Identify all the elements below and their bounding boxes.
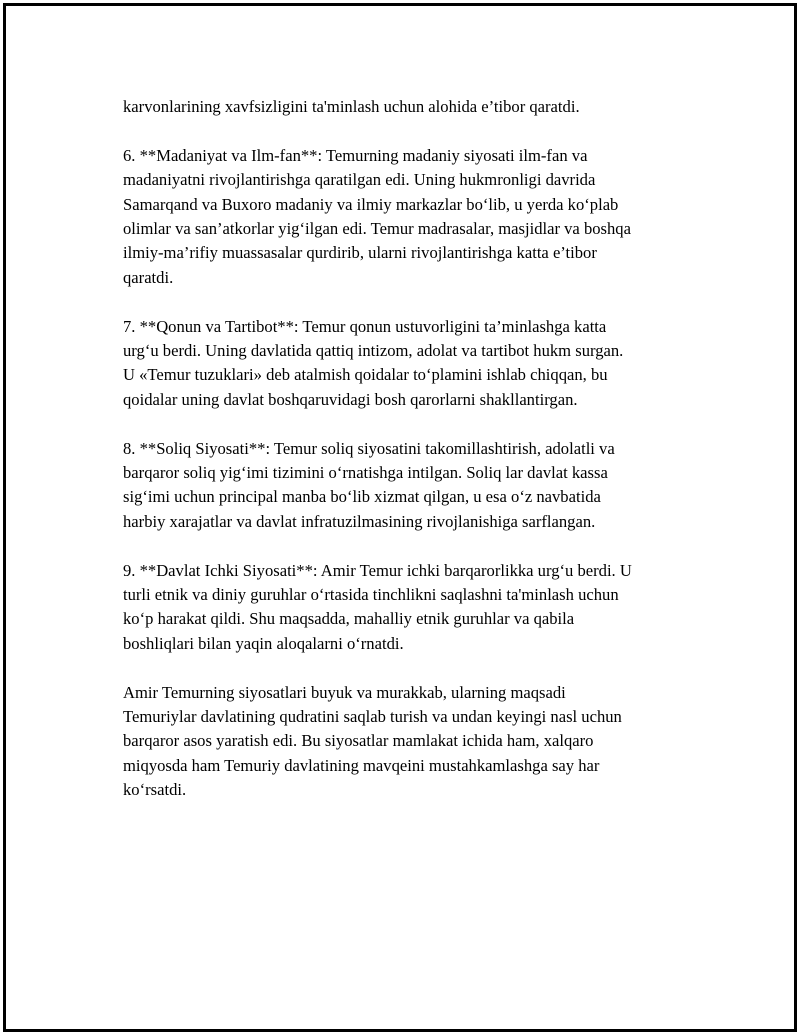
text-line: Temuriylar davlatining qudratini saqlab turish va undan keyingi nasl uchun xyxy=(123,707,622,727)
paragraph-intro-continuation xyxy=(123,95,693,119)
text-line: barqaror soliq yig‘imi tizimini o‘rnatishga intilgan. Soliq lar davlat kassa xyxy=(123,463,608,483)
text-line: karvonlarining xavfsizligini ta'minlash uchun alohida e’tibor qaratdi. xyxy=(123,97,580,116)
text-line: 7. **Qonun va Tartibot**: Temur qonun ustuvorligini ta’minlashga katta xyxy=(123,316,607,336)
text-line: urg‘u berdi. Uning davlatida qattiq intizom, adolat va tartibot hukm surgan. xyxy=(123,341,624,361)
paragraph-madaniyat xyxy=(123,144,693,290)
text-line: ilmiy-ma’rifiy muassasalar qurdirib, ularni rivojlantirishga katta e’tibor xyxy=(123,243,597,263)
paragraph-soliq xyxy=(123,437,693,535)
text-line: sig‘imi uchun principal manba bo‘lib xizmat qilgan, u esa o‘z navbatida xyxy=(123,487,601,507)
text-line: ko‘rsatdi. xyxy=(123,780,187,800)
text-line: olimlar va san’atkorlar yig‘ilgan edi. Temur madrasalar, masjidlar va boshqa xyxy=(123,219,631,239)
text-line: 8. **Soliq Siyosati**: Temur soliq siyosatini takomillashtirish, adolatli va xyxy=(123,438,615,458)
paragraph-ichki-siyosat xyxy=(123,559,693,657)
text-line: qaratdi. xyxy=(123,267,174,287)
text-line: qoidalar uning davlat boshqaruvidagi bosh qarorlarni shakllantirgan. xyxy=(123,389,578,409)
text-line: miqyosda ham Temuriy davlatining mavqeini mustahkamlashga say har xyxy=(123,755,600,775)
text-line: Samarqand va Buxoro madaniy va ilmiy markazlar bo‘lib, u yerda ko‘plab xyxy=(123,194,619,214)
document-body xyxy=(123,95,693,827)
page-frame xyxy=(3,3,797,1032)
paragraph-conclusion xyxy=(123,681,693,803)
text-line: barqaror asos yaratish edi. Bu siyosatlar mamlakat ichida ham, xalqaro xyxy=(123,731,594,751)
text-line: 9. **Davlat Ichki Siyosati**: Amir Temur ichki barqarorlikka urg‘u berdi. U xyxy=(123,560,632,580)
text-line: ko‘p harakat qildi. Shu maqsadda, mahalliy etnik guruhlar va qabila xyxy=(123,609,575,629)
text-line: U «Temur tuzuklari» deb atalmish qoidalar to‘plamini ishlab chiqqan, bu xyxy=(123,365,608,385)
paragraph-qonun xyxy=(123,315,693,413)
text-line: Amir Temurning siyosatlari buyuk va murakkab, ularning maqsadi xyxy=(123,682,566,702)
text-line: harbiy xarajatlar va davlat infratuzilmasining rivojlanishiga sarflangan. xyxy=(123,511,596,531)
text-line: 6. **Madaniyat va Ilm-fan**: Temurning madaniy siyosati ilm-fan va xyxy=(123,145,588,165)
text-line: boshliqlari bilan yaqin aloqalarni o‘rnatdi. xyxy=(123,633,404,653)
text-line: turli etnik va diniy guruhlar o‘rtasida tinchlikni saqlashni ta'minlash uchun xyxy=(123,585,619,605)
text-line: madaniyatni rivojlantirishga qaratilgan edi. Uning hukmronligi davrida xyxy=(123,170,596,190)
